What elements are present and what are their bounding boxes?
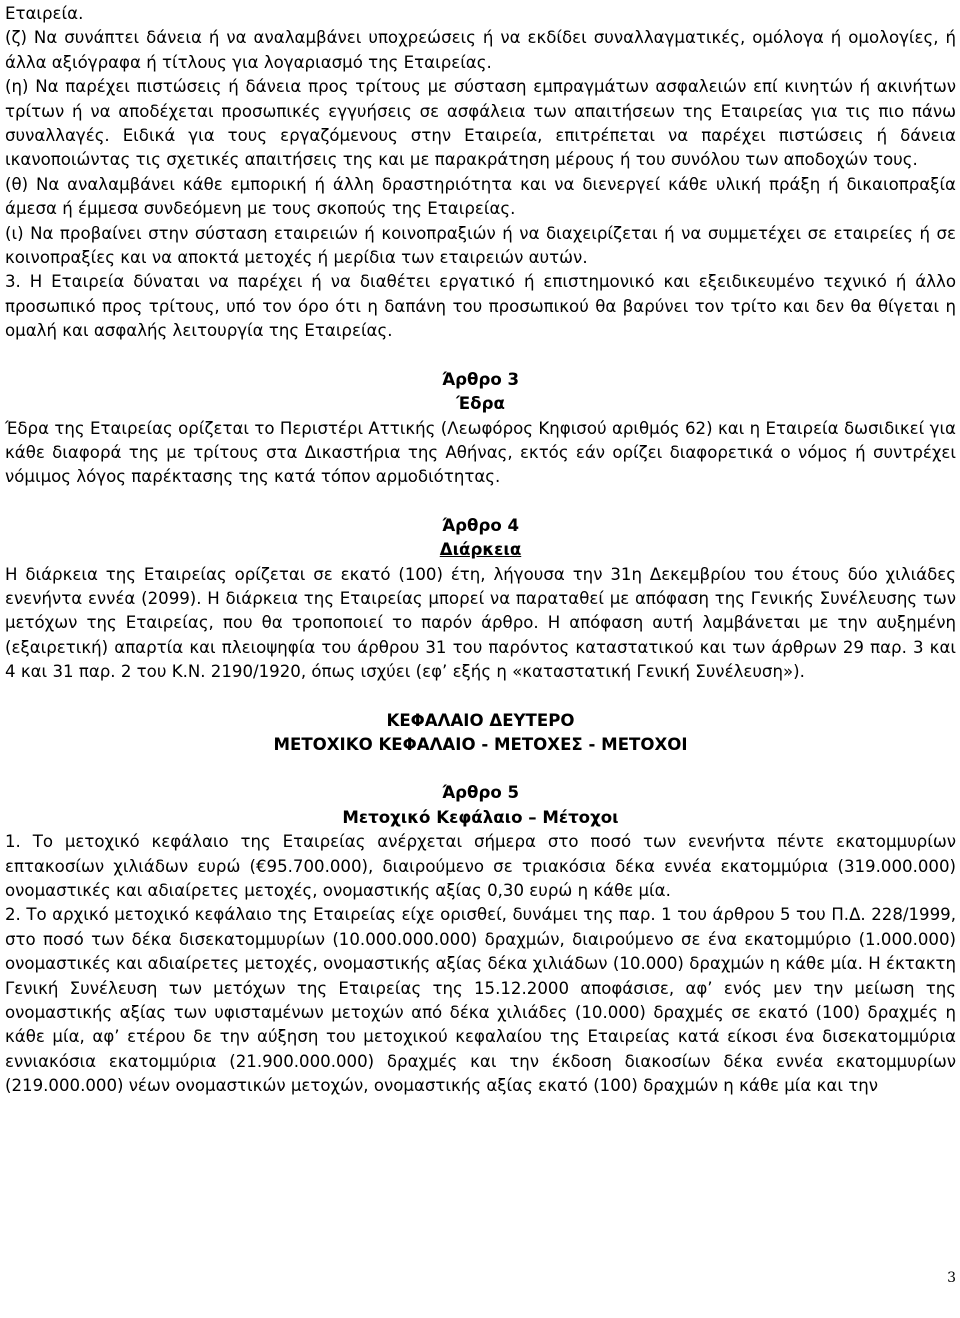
article-5-paragraph-2: 2. Το αρχικό μετοχικό κεφάλαιο της Εταιρείας είχε ορισθεί, δυνάμει της παρ. 1 του άρθρου 5 του Π.Δ. 228/1999, στο ποσό των δέκα δισεκατομμυρίων (10.000.000.000) δραχμών, διαιρούμενο σε ένα εκατομμύριο (1.000.000) ονομαστικές και αδιαίρετες μετοχές, ονομαστικής αξίας δέκα χιλιάδων (10.000) δραχμών η κάθε μία. Η έκτακτη Γενική Συνέλευση των μετόχων της Εταιρείας της 15.12.2000 αποφάσισε, αφ’ ενός μεν την μείωση της ονομαστικής αξίας των υφισταμένων μετοχών από δέκα χιλιάδες (10.000) δραχμές σε εκατό (100) δραχμές η κάθε μία, αφ’ ετέρου δε την αύξηση του μετοχικού κεφαλαίου της Εταιρείας κατά είκοσι ένα δισεκατομμύρια εννιακόσια εκατομμύρια (21.900.000.000) δραχμές και την έκδοση διακοσίων δέκα εννέα εκατομμυρίων (219.000.000) νέων ονομαστικών μετοχών, ονομαστικής αξίας εκατό (100) δραχμών η κάθε μία και την: [5, 905, 956, 1096]
paragraph-i: (η) Να παρέχει πιστώσεις ή δάνεια προς τρίτους με σύσταση εμπραγμάτων ασφαλειών επί κινητών ή ακινήτων τρίτων ή να αποδέχεται προσωπικές εγγυήσεις σε ασφάλεια των απαιτήσεων της Εταιρείας για τις πιο πάνω συναλλαγές. Ειδικά για τους εργαζόμενους στην Εταιρεία, επιτρέπεται να παρέχει πιστώσεις ή δάνεια ικανοποιώντας τις σχετικές απαιτήσεις της και με παρακράτηση μέρους ή του συνόλου των αποδοχών τους.: [5, 77, 956, 170]
article-3-text: Έδρα της Εταιρείας ορίζεται το Περιστέρι Αττικής (Λεωφόρος Κηφισού αριθμός 62) και η Εταιρεία δωσιδικεί για κάθε διαφορά της με τρίτους στα Δικαστήρια της Αθήνας, εκτός εάν ορίζει διαφορετικά ο νόμος ή συντρέχει νόμιμος λόγος παρέκτασης της κατά τόπον αρμοδιότητας.: [5, 418, 956, 487]
chapter-label: ΚΕΦΑΛΑΙΟ ΔΕΥΤΕΡΟ: [386, 710, 575, 730]
page-number: 3: [947, 1270, 956, 1286]
paragraph-th: (θ) Να αναλαμβάνει κάθε εμπορική ή άλλη δραστηριότητα και να διενεργεί κάθε υλική πράξη ή δικαιοπραξία άμεσα ή έμμεσα συνδεόμενη με τους σκοπούς της Εταιρείας.: [5, 174, 956, 219]
paragraph-3: 3. Η Εταιρεία δύναται να παρέχει ή να διαθέτει εργατικό ή επιστημονικό και εξειδικευμένο τεχνικό ή άλλο προσωπικό προς τρίτους, υπό τον όρο ότι η δαπάνη του προσωπικού θα βαρύνει τον τρίτο και δεν θα θίγεται η ομαλή και ασφαλής λειτουργία της Εταιρείας.: [5, 272, 956, 341]
article-4-text: Η διάρκεια της Εταιρείας ορίζεται σε εκατό (100) έτη, λήγουσα την 31η Δεκεμβρίου του έτους δύο χιλιάδες ενενήντα εννέα (2099). Η διάρκεια της Εταιρείας μπορεί να παραταθεί με απόφαση της Γενικής Συνέλευσης των μετόχων της Εταιρείας, που θα τροποποιεί το παρόν άρθρο. Η απόφαση αυτή λαμβάνεται με την αυξημένη (εξαιρετική) απαρτία και πλειοψηφία του άρθρου 31 του παρόντος καταστατικού και των άρθρων 29 παρ. 3 και 4 και 31 παρ. 2 του Κ.Ν. 2190/1920, όπως ισχύει (εφ’ εξής η «καταστατική Γενική Συνέλευση»).: [5, 564, 956, 682]
article-4-number: Άρθρο 4: [441, 515, 520, 535]
article-3-number: Άρθρο 3: [441, 369, 520, 389]
document-page: [5, 2, 956, 1099]
spacer: [5, 757, 956, 781]
article-3-title: Έδρα: [456, 394, 505, 414]
spacer: [5, 344, 956, 368]
paragraph-intro-end: Εταιρεία.: [5, 4, 84, 23]
spacer: [5, 490, 956, 514]
chapter-title: ΜΕΤΟΧΙΚΟ ΚΕΦΑΛΑΙΟ - ΜΕΤΟΧΕΣ - ΜΕΤΟΧΟΙ: [273, 734, 688, 754]
paragraph-z: (ζ) Να συνάπτει δάνεια ή να αναλαμβάνει υποχρεώσεις ή να εκδίδει συναλλαγματικές, ομόλογα ή ομολογίες, ή άλλα αξιόγραφα ή τίτλους για λογαριασμό της Εταιρείας.: [5, 28, 956, 72]
spacer: [5, 685, 956, 709]
article-4-title: Διάρκεια: [439, 540, 522, 560]
article-5-title: Μετοχικό Κεφάλαιο – Μέτοχοι: [342, 807, 619, 827]
paragraph-iota: (ι) Να προβαίνει στην σύσταση εταιρειών ή κοινοπραξιών ή να διαχειρίζεται ή να συμμετέχει σε εταιρείες ή σε κοινοπραξίες και να αποκτά μετοχές ή μερίδια των εταιρειών αυτών.: [5, 223, 956, 268]
article-5-paragraph-1: 1. Το μετοχικό κεφάλαιο της Εταιρείας ανέρχεται σήμερα στο ποσό των ενενήντα πέντε εκατομμυρίων επτακοσίων χιλιάδων ευρώ (€95.700.000), διαιρούμενο σε τριακόσια δέκα εννέα εκατομμύρια (319.000.000) ονομαστικές και αδιαίρετες μετοχές, ονομαστικής αξίας 0,30 ευρώ η κάθε μία.: [5, 832, 956, 900]
article-5-number: Άρθρο 5: [441, 783, 520, 803]
